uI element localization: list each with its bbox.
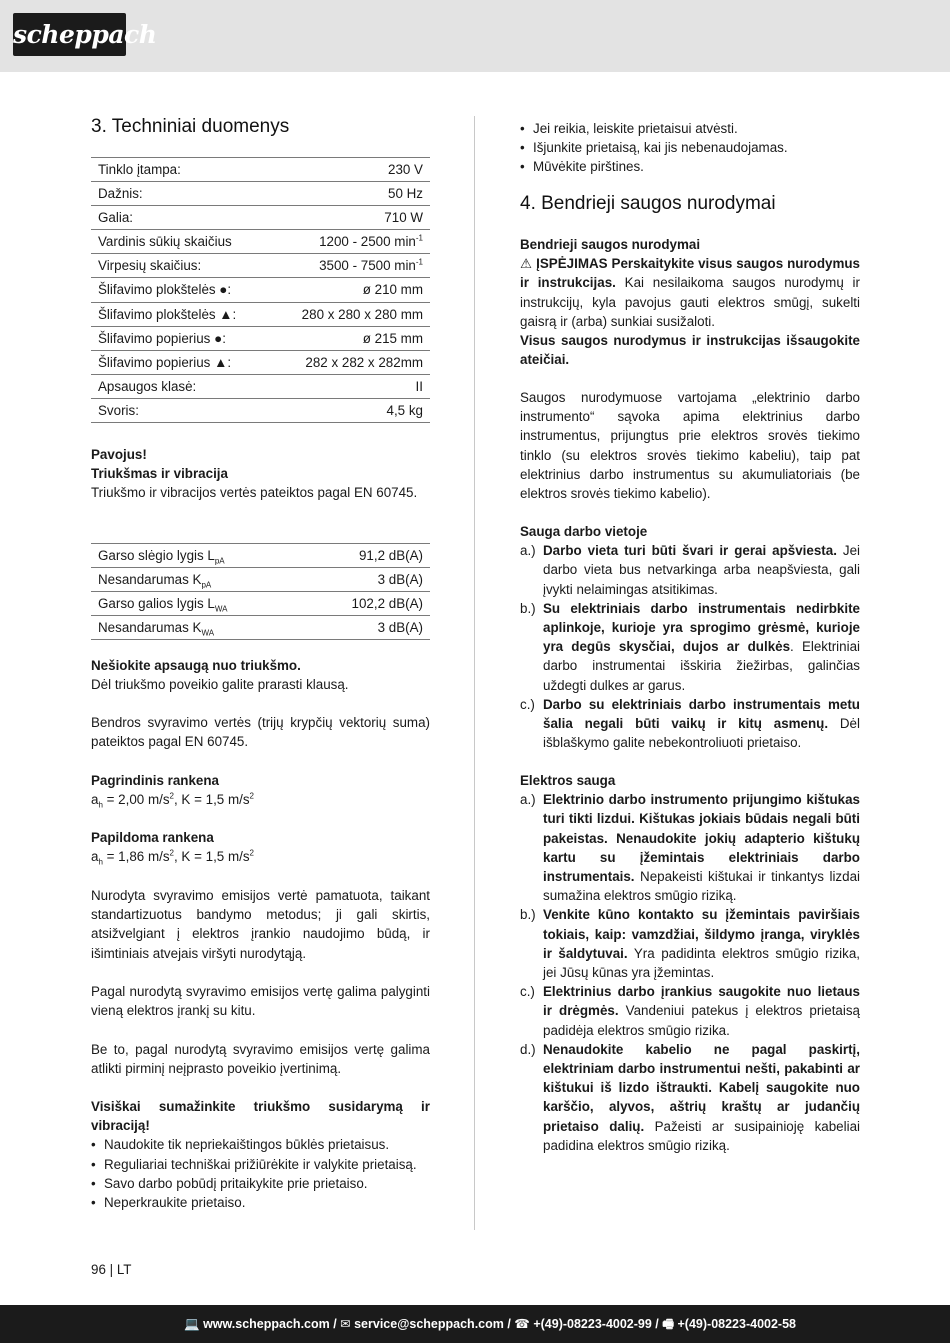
column-divider <box>474 116 475 1230</box>
item-letter: a.) <box>520 792 536 808</box>
spec-value: 3500 - 7500 $\min^{-1}$ <box>270 254 430 278</box>
spec-value: ø 210 mm <box>270 278 430 302</box>
spec-row <box>91 326 430 350</box>
item-text: Jei darbo vieta bus netvarkinga arba neapšviesta, gali įvykti nelaimingas atsitikimas. <box>543 543 860 597</box>
spec-row <box>91 350 430 374</box>
item-bold: Su elektriniais darbo instrumentais nedirbkite aplinkoje, kurioje yra sprogimo grėsmė, kurioje yra degūs skysčiai, dujos ar dulkės <box>543 600 860 655</box>
paragraph-emission: Nurodyta svyravimo emisijos vertė pamatuota, taikant standartizuotus bandymo metodus; ji gali skirtis, atsižvelgiant į elektros įrankio naudojimo būdą, ir išimtiniais atvejais viršyti nurodytąją. <box>91 888 430 961</box>
noise-row <box>91 616 430 640</box>
electrical-safety-list <box>520 790 860 1155</box>
section-heading-safety: 4. Bendrieji saugos nurodymai <box>520 193 776 214</box>
item-text: . Elektriniai darbo instrumentai išskiria žiežirbas, galinčias uždegti dulkes ar garus. <box>543 639 860 693</box>
item-letter: d.) <box>520 1041 536 1057</box>
spec-label: Šlifavimo plokštelės ▲: <box>91 302 270 326</box>
cooling-list <box>520 119 860 177</box>
extra-handle-title: Papildoma rankena <box>91 830 214 845</box>
spec-row <box>91 206 430 230</box>
item-letter: c.) <box>520 984 535 1000</box>
spec-label: Apsaugos klasė: <box>91 374 270 398</box>
noise-label: Nesandarumas $K_{WA}$ <box>91 616 303 640</box>
item-letter: a.) <box>520 543 536 559</box>
spec-value: II <box>270 374 430 398</box>
item-text: Dėl išblaškymo galite nebekontroliuoti prietaiso. <box>543 716 860 751</box>
item-bold: Darbo su elektriniais darbo instrumentais metu šalia negali būti vaikų ir kitų asmenų. <box>543 696 860 732</box>
noise-row <box>91 592 430 616</box>
item-letter: b.) <box>520 907 536 923</box>
paragraph-assessment: Be to, pagal nurodytą svyravimo emisijos vertę galima atlikti pirminį neįprasto poveikio įvertinimą. <box>91 1042 430 1077</box>
spec-value: 1200 - 2500 $\min^{-1}$ <box>270 230 430 254</box>
general-safety-title: Bendrieji saugos nurodymai <box>520 237 701 252</box>
keep-instructions: Visus saugos nurodymus ir instrukcijas išsaugokite ateičiai. <box>520 333 860 368</box>
paragraph-compare: Pagal nurodytą svyravimo emisijos vertę galima palyginti vieną elektros įrankį su kitu. <box>91 984 430 1019</box>
item-bold: Nenaudokite kabelio ne pagal paskirtį, elektriniam darbo instrumentui nešti, pakabinti ar kištukui iš lizdo ištraukti. Kabelį saugokite nuo karščio, alyvos, aštrių kraštų ar judančių prietaiso dalių. <box>543 1041 860 1134</box>
cooling-item: • Išjunkite prietaisą, kai jis nebenaudojamas. <box>520 138 860 157</box>
electrical-safety-title: Elektros sauga <box>520 773 616 788</box>
spec-label: Dažnis: <box>91 182 270 206</box>
spec-row <box>91 278 430 302</box>
extra-handle-value: $a_h = 1,86$ $m/s^2$, K = 1,5 $m/s^2$ <box>91 848 254 867</box>
spec-label: Galia: <box>91 206 270 230</box>
spec-label: Šlifavimo plokštelės ●: <box>91 278 270 302</box>
cooling-item: • Jei reikia, leiskite prietaisui atvėsti. <box>520 119 860 138</box>
page-header <box>0 0 950 72</box>
hearing-warning: Nešiokite apsaugą nuo triukšmo. <box>91 658 301 673</box>
spec-value: 230 V <box>270 158 430 182</box>
spec-row <box>91 158 430 182</box>
noise-row <box>91 568 430 592</box>
spec-row <box>91 302 430 326</box>
noise-label: Garso galios lygis $L_{WA}$ <box>91 592 303 616</box>
work-safety-title: Sauga darbo vietoje <box>520 524 648 539</box>
spec-label: Tinklo įtampa: <box>91 158 270 182</box>
noise-table <box>91 543 430 640</box>
item-bold: Venkite kūno kontakto su įžemintais paviršiais tokiais, kaip: vamzdžiai, šildymo įranga, viryklės ir šaldytuvai. <box>543 907 860 961</box>
specs-table <box>91 157 430 423</box>
reduce-item: • Reguliariai techniškai prižiūrėkite ir valykite prietaisą. <box>91 1155 430 1174</box>
reduce-item: • Naudokite tik nepriekaištingos būklės prietaisus. <box>91 1135 430 1154</box>
work-safety-item <box>520 695 860 753</box>
work-safety-list <box>520 541 860 752</box>
spec-value: ø 215 mm <box>270 326 430 350</box>
noise-title: Triukšmas ir vibracija <box>91 466 228 482</box>
item-bold: Darbo vieta turi būti švari ir gerai apšviesta. <box>543 543 837 559</box>
noise-value: 3 dB(A) <box>303 616 430 640</box>
item-bold: Elektrinius darbo įrankius saugokite nuo lietaus ir drėgmės. <box>543 984 860 1019</box>
work-safety-item <box>520 541 860 599</box>
spec-label: Vardinis sūkių skaičius <box>91 230 270 254</box>
vibration-text: Bendros svyravimo vertės (trijų krypčių vektorių suma) pateiktos pagal EN 60745. <box>91 715 430 750</box>
reduce-item: • Neperkraukite prietaiso. <box>91 1193 430 1212</box>
item-text: Yra padidinta elektros smūgio rizika, jei Jūsų kūnas yra įžemintas. <box>543 945 861 981</box>
work-safety-item <box>520 599 860 695</box>
hearing-text: Dėl triukšmo poveikio galite prarasti klausą. <box>91 677 349 693</box>
item-text: Vandeniui patekus į elektros prietaisą padidėja elektros smūgio rizika. <box>543 1003 860 1038</box>
section-heading-technical: 3. Techniniai duomenys <box>91 116 290 137</box>
spec-label: Svoris: <box>91 398 270 422</box>
reduce-list <box>91 1135 430 1212</box>
spec-label: Virpesių skaičius: <box>91 254 270 278</box>
spec-row <box>91 230 430 254</box>
page-footer: 💻 www.scheppach.com / ✉ service@scheppach.com / ☎ +(49)-08223-4002-99 / 🖷 +(49)-08223-4002-58 <box>0 1305 950 1343</box>
noise-value: 102,2 dB(A) <box>303 592 430 616</box>
reduce-title: Visiškai sumažinkite triukšmo susidarymą ir vibraciją! <box>91 1099 430 1134</box>
spec-label: Šlifavimo popierius ▲: <box>91 350 270 374</box>
spec-value: 710 W <box>270 206 430 230</box>
electrical-safety-item <box>520 982 860 1040</box>
spec-label: Šlifavimo popierius ●: <box>91 326 270 350</box>
term-paragraph: Saugos nurodymuose vartojama „elektrinio darbo instrumento“ sąvoka apima elektrinius darbo instrumentus, prijungtus prie elektros srovės tiekimo tinklo (su elektros srovės tiekimo kabeliu), taip pat elektrinius darbo instrumentus su akumuliatoriais (be elektros srovės tiekimo kabelio). <box>520 390 860 502</box>
electrical-safety-item <box>520 905 860 982</box>
electrical-safety-item <box>520 1040 860 1155</box>
spec-value: 280 x 280 x 280 mm <box>270 302 430 326</box>
main-handle-title: Pagrindinis rankena <box>91 773 219 788</box>
item-text: Nepakeisti kištukai ir tinkantys lizdai sumažina elektros smūgio riziką. <box>543 869 860 904</box>
electrical-safety-item <box>520 790 860 905</box>
reduce-item: • Savo darbo pobūdį pritaikykite prie prietaiso. <box>91 1174 430 1193</box>
spec-value: 50 Hz <box>270 182 430 206</box>
item-bold: Elektrinio darbo instrumento prijungimo kištukas turi tikti lizdui. Kištukas jokiais būdais negali būti pakeistas. Nenaudokite jokių adapterio kištukų kartu su įžemintais elektriniais darbo instrumentais. <box>543 792 860 885</box>
cooling-item: • Mūvėkite pirštines. <box>520 157 860 176</box>
spec-row <box>91 182 430 206</box>
spec-value: 282 x 282 x 282mm <box>270 350 430 374</box>
spec-row <box>91 398 430 422</box>
spec-value: 4,5 kg <box>270 398 430 422</box>
spec-row <box>91 254 430 278</box>
danger-title: Pavojus! <box>91 447 147 462</box>
noise-row <box>91 544 430 568</box>
spec-row <box>91 374 430 398</box>
warning-paragraph: ⚠ ĮSPĖJIMAS Perskaitykite visus saugos nurodymus ir instrukcijas. Kai nesilaikoma saugos nurodymų ir instrukcijų, kyla pavojus gauti elektros smūgį, sukelti gaisrą ir (arba) sunkiai susižaloti. <box>520 256 860 329</box>
noise-label: Nesandarumas $K_{pA}$ <box>91 568 303 592</box>
item-letter: c.) <box>520 696 535 712</box>
noise-text: Triukšmo ir vibracijos vertės pateiktos pagal EN 60745. <box>91 485 418 501</box>
brand-logo: scheppach <box>13 13 126 56</box>
page-number: 96 | LT <box>91 1262 132 1277</box>
main-handle-value: $a_h = 2,00$ $m/s^2$, K = 1,5 $m/s^2$ <box>91 791 254 810</box>
noise-value: 91,2 dB(A) <box>303 544 430 568</box>
noise-value: 3 dB(A) <box>303 568 430 592</box>
item-letter: b.) <box>520 600 536 616</box>
item-text: Pažeisti ar susipainioję kabeliai padidina elektros smūgio riziką. <box>543 1118 860 1153</box>
noise-label: Garso slėgio lygis $L_{pA}$ <box>91 544 303 568</box>
